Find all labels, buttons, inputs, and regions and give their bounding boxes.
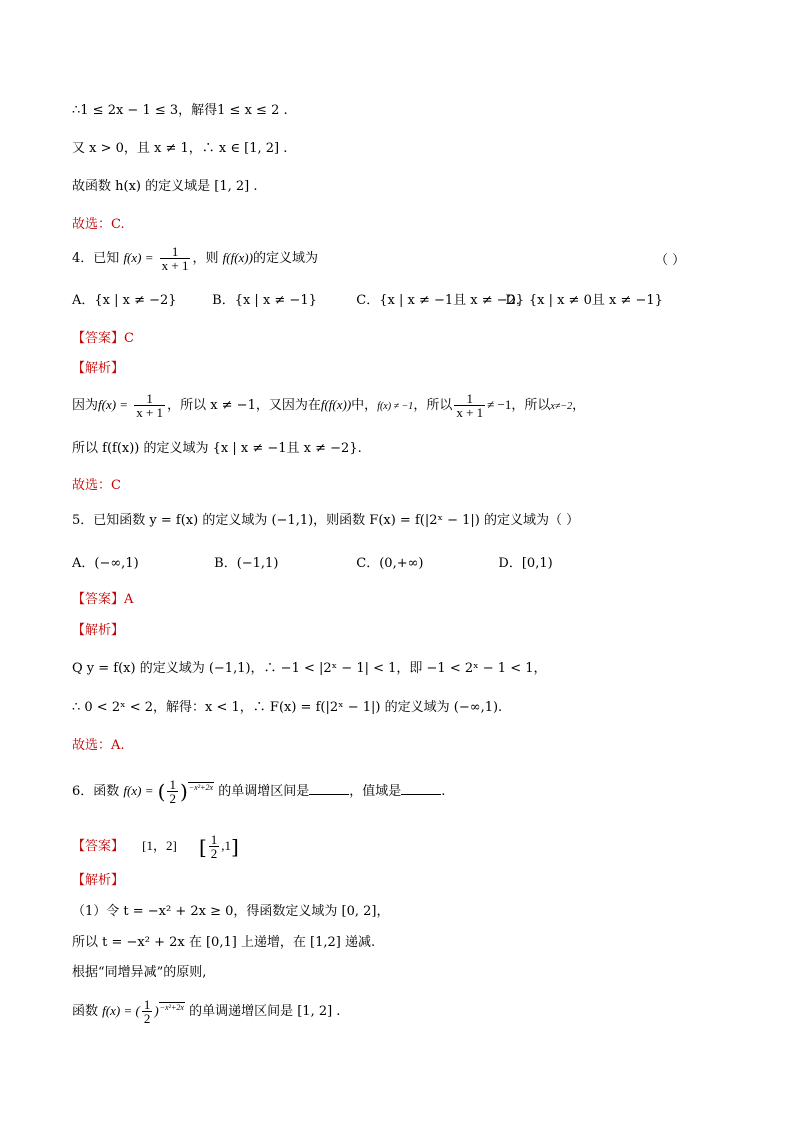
q6-analysis-label: 【解析】 bbox=[72, 873, 125, 888]
q6-stem: 6．函数 f(x) = ( $\frac{1}{2}$ )$^{-x^2+2x}$ 的单调增区间是 ，值域是 . bbox=[72, 777, 446, 806]
option-b: B．{x | x ≠ −1} bbox=[212, 293, 317, 308]
option-a: A．{x | x ≠ −2} bbox=[72, 293, 177, 308]
q6-answer: 【答案】 [1，2] [ $\frac{1}{2}$ ,1] bbox=[72, 832, 239, 861]
blank-1[interactable] bbox=[309, 782, 349, 795]
fraction: $\frac{1}{x + 1}$ bbox=[161, 244, 189, 273]
q4-explain-1: 因为f(x) = $\frac{1}{x + 1}$ ，所以 x ≠ −1，又因为在f(f(x))中，f(x) ≠ −1，所以 $\frac{1}{x + 1}$ ≠ −1，所以x≠−2， bbox=[72, 391, 586, 420]
q6-explain-1: （1）令 t = −x² + 2x ≥ 0，得函数定义域为 [0, 2]， bbox=[72, 904, 390, 919]
q5-explain-2: ∴ 0 < 2ˣ < 2，解得：x < 1，∴ F(x) = f(|2ˣ − 1|) 的定义域为 (−∞,1). bbox=[72, 700, 503, 715]
option-c: C．(0,+∞) bbox=[356, 556, 424, 571]
option-b: B．(−1,1) bbox=[214, 556, 279, 571]
line-4: 故选：C. bbox=[72, 217, 125, 232]
q5-stem: 5．已知函数 y = f(x) 的定义域为 (−1,1)，则函数 F(x) = f(|2ˣ − 1|) 的定义域为（ ） bbox=[72, 513, 580, 528]
q6-explain-2: 所以 t = −x² + 2x 在 [0,1] 上递增，在 [1,2] 递减. bbox=[72, 935, 376, 950]
q5-options bbox=[72, 555, 553, 573]
q5-answer: 【答案】A bbox=[72, 592, 134, 607]
q5-analysis-label: 【解析】 bbox=[72, 623, 125, 638]
q4-analysis-label: 【解析】 bbox=[72, 361, 125, 376]
line-1: ∴1 ≤ 2x − 1 ≤ 3，解得1 ≤ x ≤ 2 . bbox=[72, 103, 288, 118]
q4-selection: 故选：C bbox=[72, 478, 121, 493]
option-d: D．{x | x ≠ 0且 x ≠ −1} bbox=[505, 293, 663, 308]
q6-explain-3: 根据“同增异减”的原则, bbox=[72, 965, 207, 980]
line-3: 故函数 h(x) 的定义域是 [1, 2] . bbox=[72, 179, 258, 194]
q4-answer-paren: （ ） bbox=[655, 253, 686, 268]
q4-explain-2: 所以 f(f(x)) 的定义域为 {x | x ≠ −1且 x ≠ −2}. bbox=[72, 441, 362, 456]
option-c: C．{x | x ≠ −1且 x ≠ −2} bbox=[356, 293, 525, 308]
q5-selection: 故选：A. bbox=[72, 738, 125, 753]
q5-explain-1: Q y = f(x) 的定义域为 (−1,1)，∴ −1 < |2ˣ − 1| < 1，即 −1 < 2ˣ − 1 < 1， bbox=[72, 661, 547, 676]
q4-answer: 【答案】C bbox=[72, 331, 134, 346]
q4-stem: 4．已知 f(x) = $\frac{1}{x + 1}$ ，则 f(f(x))的定义域为 bbox=[72, 244, 318, 273]
line-2: 又 x > 0，且 x ≠ 1，∴ x ∈ [1, 2] . bbox=[72, 141, 288, 156]
blank-2[interactable] bbox=[401, 782, 441, 795]
option-d: D．[0,1) bbox=[498, 556, 553, 571]
q4-options bbox=[72, 292, 663, 310]
option-a: A．(−∞,1) bbox=[72, 556, 139, 571]
q6-explain-4: 函数 f(x) = ( $\frac{1}{2}$ )$^{-x^2+2x}$ 的单调递增区间是 [1, 2] . bbox=[72, 997, 341, 1026]
